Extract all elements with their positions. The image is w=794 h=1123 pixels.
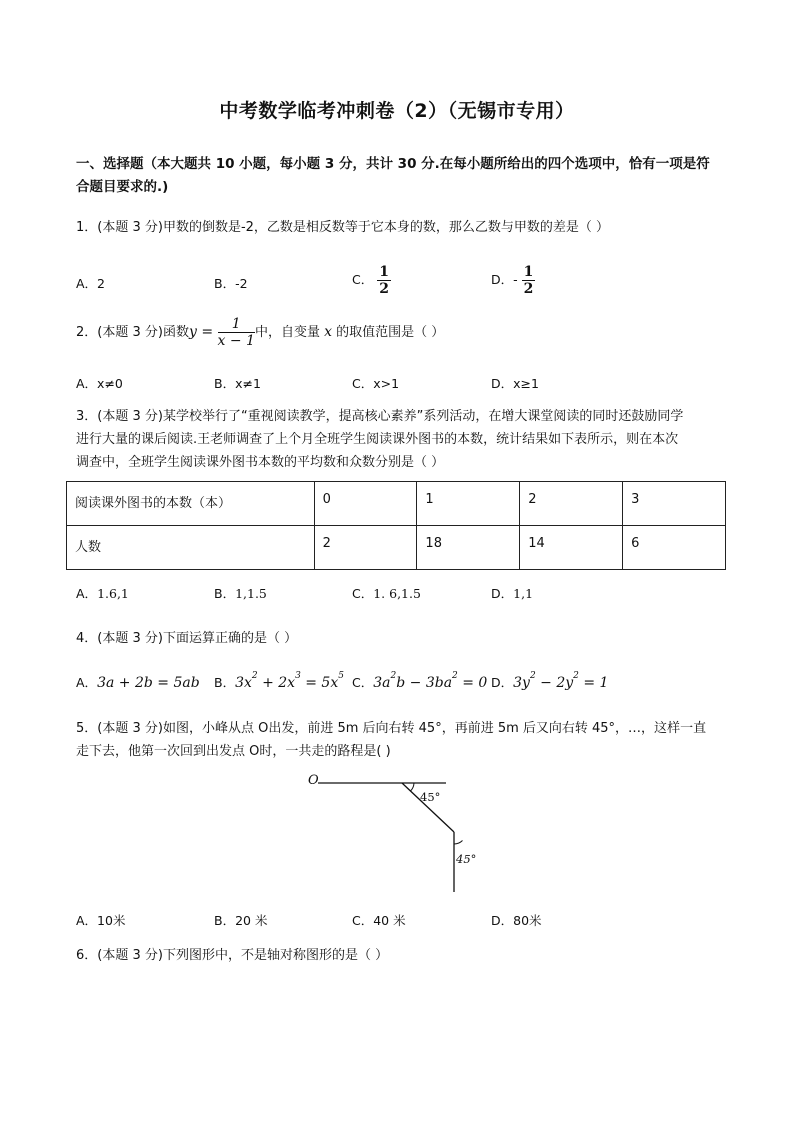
option-expression [513, 671, 609, 691]
q4-option-c [352, 673, 487, 691]
q2-prefix: 2．(本题 3 分)函数 [76, 325, 189, 340]
q5-path-figure [300, 768, 500, 898]
option-label: D． [491, 586, 514, 601]
option-label: A． [76, 586, 98, 601]
q1-option-d [491, 264, 535, 297]
question-2-text [76, 316, 728, 349]
q5-option-d: D．80米 [491, 913, 542, 928]
q2-var-y: y [188, 324, 197, 340]
q2-suffix2: 的取值范围是（ ） [332, 325, 445, 340]
q2-suffix1: 中，自变量 [254, 325, 325, 340]
table-cell: 14 [520, 526, 623, 570]
option-label: B． [214, 586, 236, 601]
q5-option-a: A．10米 [76, 913, 126, 928]
table-cell: 阅读课外图书的本数（本） [67, 482, 315, 526]
q1-option-c-fraction [377, 264, 391, 297]
option-label: B． [214, 675, 236, 690]
expr-part: + 2x [257, 675, 296, 691]
option-value: 1.6,1 [97, 586, 129, 601]
expr-part: 3a [373, 675, 391, 691]
exponent: 3 [295, 671, 301, 681]
q5-line1: 5．(本题 3 分)如图，小峰从点 O出发，前进 5m 后向右转 45°，再前进 5m 后又向右转 45°，…，这样一直 [76, 721, 707, 736]
q5-option-b: B．20 米 [214, 913, 268, 928]
q1-option-d-label: D．- [491, 272, 518, 287]
fraction-denominator: x − 1 [217, 333, 255, 349]
q1-option-c [352, 264, 391, 297]
q4-option-d [491, 673, 608, 691]
angle-label-1: 45° [420, 790, 441, 804]
angle-arc-1 [411, 783, 415, 791]
q2-option-b: B．x≠1 [214, 376, 261, 391]
expr-part: = 5x [300, 675, 339, 691]
option-value: 1,1 [513, 586, 534, 601]
table-cell: 2 [520, 482, 623, 526]
section-heading-line2: 合题目要求的.) [76, 179, 169, 195]
fraction-numerator: 1 [218, 316, 255, 333]
point-o-label: O [308, 773, 319, 788]
question-5-text [76, 717, 728, 763]
q4-option-b [214, 673, 344, 691]
q3-option-b [214, 584, 267, 602]
question-3-text [76, 405, 728, 474]
page-title: 中考数学临考冲刺卷（2）（无锡市专用） [219, 100, 575, 122]
angle-label-2: 45° [456, 852, 477, 866]
table-cell: 3 [623, 482, 726, 526]
option-expression [235, 671, 344, 691]
table-row [67, 526, 726, 570]
q5-option-c: C．40 米 [352, 913, 406, 928]
table-cell: 1 [417, 482, 520, 526]
expr-part: b − 3ba [396, 675, 453, 691]
option-label: A． [76, 675, 98, 690]
option-label: C． [352, 675, 374, 690]
q1-option-d-fraction [522, 264, 536, 297]
table-cell: 人数 [67, 526, 315, 570]
q3-data-table [66, 481, 726, 570]
q2-option-a: A．x≠0 [76, 376, 123, 391]
question-4-text: 4．(本题 3 分)下面运算正确的是（ ） [76, 631, 298, 646]
table-row [67, 482, 726, 526]
exponent: 2 [390, 671, 397, 681]
fraction-numerator: 1 [523, 264, 534, 280]
fraction-numerator: 1 [379, 264, 389, 280]
q2-option-c: C．x>1 [352, 376, 400, 391]
option-value: 1,1.5 [235, 586, 267, 601]
section-heading-line1: 一、选择题（本大题共 10 小题，每小题 3 分，共计 30 分.在每小题所给出的四个选项中，恰有一项是符 [76, 156, 710, 172]
q2-equals: = [196, 324, 218, 340]
expr-part: = 1 [578, 675, 609, 691]
expr-part: − 2y [535, 675, 574, 691]
q1-option-a: A．2 [76, 276, 106, 291]
q3-option-a [76, 584, 129, 602]
fraction-denominator: 2 [379, 281, 389, 297]
q3-line1: 3．(本题 3 分)某学校举行了“重视阅读教学，提高核心素养”系列活动，在增大课堂阅读的同时还鼓励同学 [76, 409, 684, 424]
q2-fraction [218, 316, 255, 349]
q3-line3: 调查中，全班学生阅读课外图书本数的平均数和众数分别是（ ） [76, 455, 445, 470]
option-value: 1. 6,1.5 [373, 586, 421, 601]
angle-arc-2 [454, 841, 463, 845]
q1-option-b: B．-2 [214, 276, 248, 291]
expr-part: 3y [513, 675, 530, 691]
q5-line2: 走下去，他第一次回到出发点 O时，一共走的路程是( ) [76, 744, 391, 759]
expr-part: 3x [235, 675, 252, 691]
expr-part: = 0 [457, 675, 488, 691]
question-1-text: 1．(本题 3 分)甲数的倒数是-2，乙数是相反数等于它本身的数，那么乙数与甲数的差是（ ） [76, 220, 610, 235]
table-cell: 2 [314, 526, 417, 570]
question-6-text: 6．(本题 3 分)下列图形中，不是轴对称图形的是（ ） [76, 948, 389, 963]
exponent: 5 [338, 671, 344, 681]
option-expression: 3a + 2b = 5ab [97, 675, 200, 691]
q2-option-d: D．x≥1 [491, 376, 539, 391]
option-label: C． [352, 586, 374, 601]
fraction-denominator: 2 [523, 281, 534, 297]
q3-option-c [352, 584, 421, 602]
q1-option-c-label: C． [352, 272, 374, 287]
section-heading [76, 153, 726, 199]
exponent: 2 [529, 671, 536, 681]
option-expression [373, 671, 488, 691]
exponent: 2 [573, 671, 579, 681]
q3-line2: 进行大量的课后阅读.王老师调查了上个月全班学生阅读课外图书的本数，统计结果如下表所示，则在本次 [76, 432, 679, 447]
q4-option-a [76, 673, 200, 691]
table-cell: 18 [417, 526, 520, 570]
exponent: 2 [251, 671, 258, 681]
exponent: 2 [452, 671, 458, 681]
q2-var-x: x [324, 324, 332, 340]
table-cell: 0 [314, 482, 417, 526]
table-cell: 6 [623, 526, 726, 570]
q3-option-d [491, 584, 533, 602]
option-label: D． [491, 675, 514, 690]
